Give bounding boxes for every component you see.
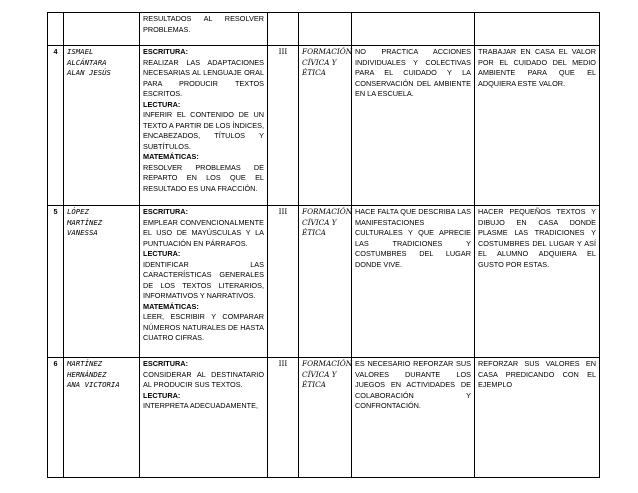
content-text: LEER, ESCRIBIR Y COMPARAR NÚMEROS NATURALES DE HASTA CUATRO CIFRAS. <box>143 312 264 342</box>
content-heading: ESCRITURA: <box>143 359 188 368</box>
subject-cell <box>299 358 352 478</box>
name-cell <box>64 13 140 46</box>
student-name-line: LÓPEZ <box>67 207 89 216</box>
suggestion-cell <box>475 13 600 46</box>
suggestion-cell <box>475 358 600 478</box>
student-name <box>64 358 140 478</box>
row-number <box>48 46 64 206</box>
student-name-line: ALAN JESÚS <box>67 68 111 77</box>
subject-line: FORMACIÓN <box>302 359 353 368</box>
student-name-line: VANESSA <box>67 228 98 237</box>
observation-cell <box>352 13 475 46</box>
subject-line: CÍVICA Y <box>302 57 337 67</box>
student-name-line: MARTÍNEZ <box>67 217 103 227</box>
grade-text: III <box>278 359 288 368</box>
row-number-text: 6 <box>53 359 58 368</box>
subject-line: CÍVICA Y <box>302 369 337 379</box>
student-name-line: ISMAEL <box>67 47 94 56</box>
observation-cell <box>352 46 475 206</box>
number-cell <box>48 13 64 46</box>
grade-cell <box>268 46 299 206</box>
content-cell <box>140 206 268 358</box>
row-number <box>48 206 64 358</box>
content-heading: LECTURA: <box>143 99 181 109</box>
content-text: CONSIDERAR AL DESTINATARIO AL PRODUCIR SUS TEXTOS. <box>143 369 264 389</box>
content-heading: MATEMÁTICAS: <box>143 152 199 161</box>
top-row-text: RESULTADOS AL RESOLVER PROBLEMAS. <box>143 14 264 34</box>
row-number-text: 4 <box>53 47 58 56</box>
observation-cell <box>352 358 475 478</box>
observation-text: ES NECESARIO REFORZAR SUS VALORES DURANTE LOS JUEGOS EN ACTIVIDADES DE COLABORACIÓN Y CONFRONTACIÓN. <box>355 359 471 410</box>
student-name-line: ANA VICTORIA <box>67 380 120 389</box>
content-text: IDENTIFICAR LAS CARACTERÍSTICAS GENERALES DE LOS TEXTOS LITERARIOS, INFORMATIVOS Y NARRATIVOS. <box>143 259 264 300</box>
grade-cell <box>268 206 299 358</box>
content-cell <box>140 13 268 46</box>
content-heading: LECTURA: <box>143 390 181 400</box>
grade-text: III <box>278 47 288 56</box>
subject-cell <box>299 46 352 206</box>
content-text: REALIZAR LAS ADAPTACIONES NECESARIAS AL LENGUAJE ORAL PARA PRODUCIR TEXTOS ESCRITOS. <box>143 57 264 98</box>
student-name <box>64 46 140 206</box>
observation-text: HACE FALTA QUE DESCRIBA LAS MANIFESTACIONES CULTURALES Y QUE APRECIE LAS TRADICIONES Y COSTUMBRES DEL LUGAR DONDE VIVE. <box>355 207 471 269</box>
content-text: RESOLVER PROBLEMAS DE REPARTO EN LOS QUE EL RESULTADO ES UNA FRACCIÓN. <box>143 162 264 193</box>
student-name <box>64 206 140 358</box>
table-row <box>48 46 600 206</box>
observation-cell <box>352 206 475 358</box>
subject-line: ÉTICA <box>302 380 326 389</box>
table-row <box>48 206 600 358</box>
content-cell <box>140 358 268 478</box>
content-heading: ESCRITURA: <box>143 207 188 216</box>
subject-line: CÍVICA Y <box>302 217 337 227</box>
subject-line: FORMACIÓN <box>302 207 353 216</box>
table-row <box>48 13 600 46</box>
subject-line: ÉTICA <box>302 228 326 237</box>
subject-line: ÉTICA <box>302 68 326 77</box>
suggestion-text: TRABAJAR EN CASA EL VALOR POR EL CUIDADO DEL MEDIO AMBIENTE PARA QUE EL ADQUIERA ESTE VALOR. <box>478 47 596 88</box>
grade-cell <box>268 13 299 46</box>
table-row <box>48 358 600 478</box>
observation-text: NO PRACTICA ACCIONES INDIVIDUALES Y COLECTIVAS PARA EL CUIDADO Y LA CONSERVACIÓN DEL AMBIENTE EN LA ESCUELA. <box>355 47 471 98</box>
suggestion-cell <box>475 46 600 206</box>
evaluation-table <box>47 12 600 478</box>
student-name-line: HERNÁNDEZ <box>67 369 107 379</box>
subject-cell <box>299 206 352 358</box>
row-number <box>48 358 64 478</box>
content-cell <box>140 46 268 206</box>
grade-text: III <box>278 207 288 216</box>
content-heading: LECTURA: <box>143 249 181 258</box>
content-text: INFERIR EL CONTENIDO DE UN TEXTO A PARTIR DE LOS ÍNDICES, ENCABEZADOS, TÍTULOS Y SUBTÍTULOS. <box>143 110 264 151</box>
student-name-line: ALCÁNTARA <box>67 57 107 67</box>
subject-line: FORMACIÓN <box>302 47 353 56</box>
subject-cell <box>299 13 352 46</box>
suggestion-cell <box>475 206 600 358</box>
student-name-line: MARTÍNEZ <box>67 359 103 368</box>
grade-cell <box>268 358 299 478</box>
content-text: EMPLEAR CONVENCIONALMENTE EL USO DE MAYÚSCULAS Y LA PUNTUACIÓN EN PÁRRAFOS. <box>143 217 264 248</box>
content-heading: MATEMÁTICAS: <box>143 301 199 311</box>
suggestion-text: HACER PEQUEÑOS TEXTOS Y DIBUJO EN CASA DONDE PLASME LAS TRADICIONES Y COSTUMBRES DEL LUGAR Y ASÍ EL ALUMNO ADQUIERA EL GUSTO POR ESTAS. <box>478 207 596 269</box>
content-text: INTERPRETA ADECUADAMENTE, <box>143 401 259 410</box>
row-number-text: 5 <box>53 207 58 216</box>
suggestion-text: REFORZAR SUS VALORES EN CASA PREDICANDO CON EL EJEMPLO <box>478 359 596 389</box>
content-heading: ESCRITURA: <box>143 47 188 56</box>
